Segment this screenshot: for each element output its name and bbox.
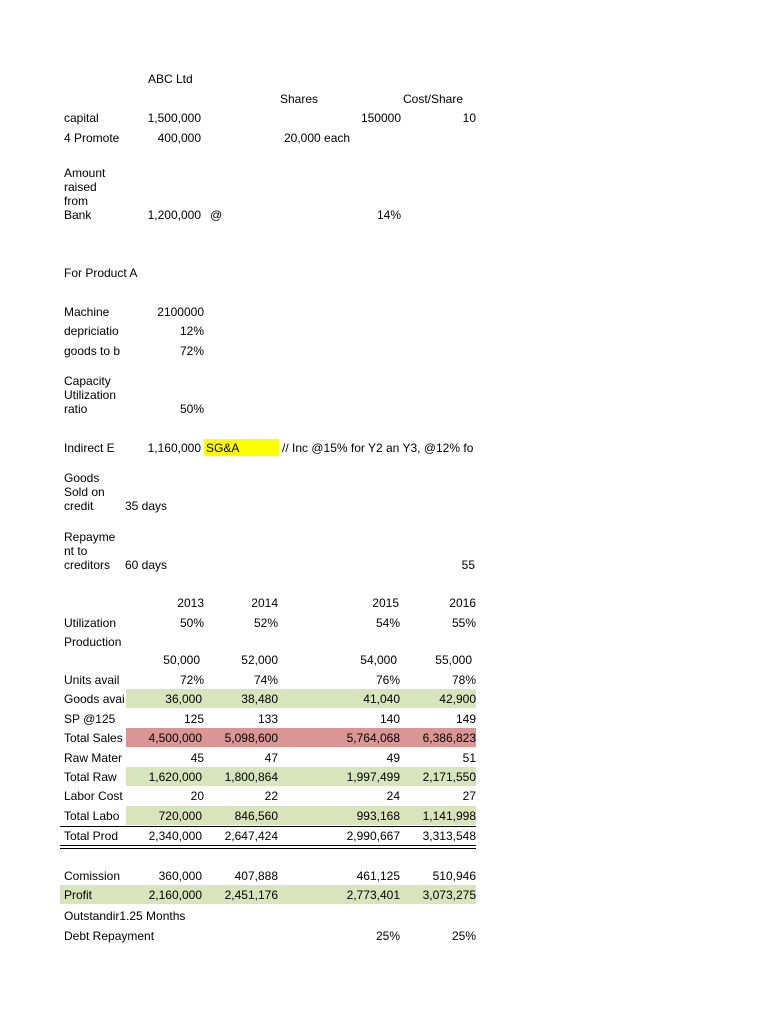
row-value: 27 bbox=[462, 789, 476, 803]
total-prod-bottom-rule-2 bbox=[60, 848, 476, 849]
row-value: 3,073,275 bbox=[422, 888, 476, 902]
row-label: Labor Cost bbox=[64, 789, 123, 803]
machine-value: 2100000 bbox=[157, 305, 204, 319]
row-value: 50,000 bbox=[163, 653, 200, 667]
depreciation-value: 12% bbox=[179, 324, 204, 338]
row-value: 2,773,401 bbox=[346, 888, 400, 902]
row-value: 41,040 bbox=[363, 692, 400, 706]
indirect-label: Indirect E bbox=[64, 441, 115, 455]
bank-amount: 1,200,000 bbox=[147, 208, 201, 222]
goods-credit-label: Goods Sold on credit bbox=[64, 471, 105, 513]
row-value: 50% bbox=[179, 616, 204, 630]
row-value: 74% bbox=[253, 673, 278, 687]
promoters-label: 4 Promote bbox=[64, 131, 120, 145]
goods-to-b-label: goods to b bbox=[64, 344, 121, 358]
year-header: 2016 bbox=[449, 596, 476, 610]
row-label: Utilization bbox=[64, 616, 117, 630]
row-value: 47 bbox=[264, 751, 278, 765]
capital-shares: 150000 bbox=[360, 111, 401, 125]
sga-tag: SG&A bbox=[206, 441, 240, 455]
total-prod-bottom-rule-1 bbox=[60, 845, 476, 846]
row-value: 6,386,823 bbox=[422, 731, 476, 745]
company-name: ABC Ltd bbox=[148, 72, 193, 86]
row-value: 5,764,068 bbox=[346, 731, 400, 745]
row-value: 1,620,000 bbox=[148, 770, 202, 784]
promoters-note: 20,000 each bbox=[284, 131, 351, 145]
row-value: 149 bbox=[455, 712, 476, 726]
year-header: 2014 bbox=[251, 596, 278, 610]
capital-label: capital bbox=[64, 111, 99, 125]
product-label: For Product A bbox=[64, 266, 138, 280]
row-label: Total Prod bbox=[64, 829, 119, 843]
debt-2015-value: 25% bbox=[375, 929, 400, 943]
repayment-extra: 55 bbox=[461, 558, 475, 572]
machine-label: Machine bbox=[64, 305, 110, 319]
capacity-value: 50% bbox=[179, 402, 204, 416]
depreciation-label: depriciatio bbox=[64, 324, 119, 338]
row-value: 20 bbox=[190, 789, 204, 803]
row-value: 461,125 bbox=[356, 869, 400, 883]
row-value: 360,000 bbox=[158, 869, 202, 883]
capital-amount: 1,500,000 bbox=[147, 111, 201, 125]
row-label: Production bbox=[64, 635, 122, 649]
year-header: 2013 bbox=[177, 596, 204, 610]
row-label: Total Labo bbox=[64, 809, 120, 823]
total-prod-top-rule bbox=[60, 826, 476, 827]
row-value: 52% bbox=[253, 616, 278, 630]
row-value: 720,000 bbox=[158, 809, 202, 823]
row-value: 2,451,176 bbox=[224, 888, 278, 902]
row-value: 42,900 bbox=[439, 692, 476, 706]
row-value: 2,990,667 bbox=[346, 829, 400, 843]
row-value: 5,098,600 bbox=[224, 731, 278, 745]
row-value: 2,171,550 bbox=[422, 770, 476, 784]
row-value: 993,168 bbox=[356, 809, 400, 823]
row-value: 140 bbox=[379, 712, 400, 726]
goods-credit-value: 35 days bbox=[125, 499, 168, 513]
indirect-value: 1,160,000 bbox=[147, 441, 201, 455]
row-value: 49 bbox=[386, 751, 400, 765]
row-label: Units avail bbox=[64, 673, 120, 687]
outstanding-label: Outstandir1.25 Months bbox=[64, 909, 186, 923]
row-value: 2,160,000 bbox=[148, 888, 202, 902]
year-header: 2015 bbox=[372, 596, 399, 610]
row-value: 36,000 bbox=[165, 692, 202, 706]
row-label: SP @125 bbox=[64, 712, 116, 726]
row-label: Goods avai bbox=[64, 692, 125, 706]
row-value: 407,888 bbox=[234, 869, 278, 883]
row-value: 1,141,998 bbox=[422, 809, 476, 823]
row-value: 54,000 bbox=[360, 653, 397, 667]
row-label: Comission bbox=[64, 869, 121, 883]
row-label: Raw Mater bbox=[64, 751, 123, 765]
row-value: 1,800,864 bbox=[224, 770, 278, 784]
bank-label: Amount raised from Bank bbox=[64, 166, 106, 222]
row-value: 846,560 bbox=[234, 809, 278, 823]
promoters-amount: 400,000 bbox=[157, 131, 201, 145]
row-value: 78% bbox=[451, 673, 476, 687]
row-value: 72% bbox=[179, 673, 204, 687]
row-value: 4,500,000 bbox=[148, 731, 202, 745]
indirect-note: // Inc @15% for Y2 an Y3, @12% fo bbox=[282, 441, 474, 455]
row-value: 45 bbox=[190, 751, 204, 765]
repayment-label: Repayme nt to creditors bbox=[64, 530, 116, 572]
row-value: 22 bbox=[264, 789, 278, 803]
cost-per-share-header: Cost/Share bbox=[403, 92, 464, 106]
row-value: 38,480 bbox=[241, 692, 278, 706]
goods-to-b-value: 72% bbox=[179, 344, 204, 358]
row-value: 2,340,000 bbox=[148, 829, 202, 843]
row-value: 24 bbox=[386, 789, 400, 803]
row-label: Total Raw bbox=[64, 770, 117, 784]
bank-at: @ bbox=[210, 208, 223, 222]
repayment-value: 60 days bbox=[125, 558, 168, 572]
row-value: 52,000 bbox=[241, 653, 278, 667]
row-value: 510,946 bbox=[432, 869, 476, 883]
row-label: Total Sales bbox=[64, 731, 123, 745]
bank-rate: 14% bbox=[376, 208, 401, 222]
debt-repayment-label: Debt Repayment bbox=[64, 929, 155, 943]
debt-2016-value: 25% bbox=[451, 929, 476, 943]
row-value: 125 bbox=[183, 712, 204, 726]
shares-header: Shares bbox=[280, 92, 319, 106]
row-value: 51 bbox=[462, 751, 476, 765]
capacity-label: Capacity Utilization ratio bbox=[64, 374, 117, 416]
row-value: 2,647,424 bbox=[224, 829, 278, 843]
row-value: 55% bbox=[451, 616, 476, 630]
row-label: Profit bbox=[64, 888, 93, 902]
row-value: 3,313,548 bbox=[422, 829, 476, 843]
row-value: 76% bbox=[375, 673, 400, 687]
row-value: 133 bbox=[257, 712, 278, 726]
row-value: 55,000 bbox=[435, 653, 472, 667]
row-value: 1,997,499 bbox=[346, 770, 400, 784]
capital-cost: 10 bbox=[462, 111, 476, 125]
row-value: 54% bbox=[375, 616, 400, 630]
